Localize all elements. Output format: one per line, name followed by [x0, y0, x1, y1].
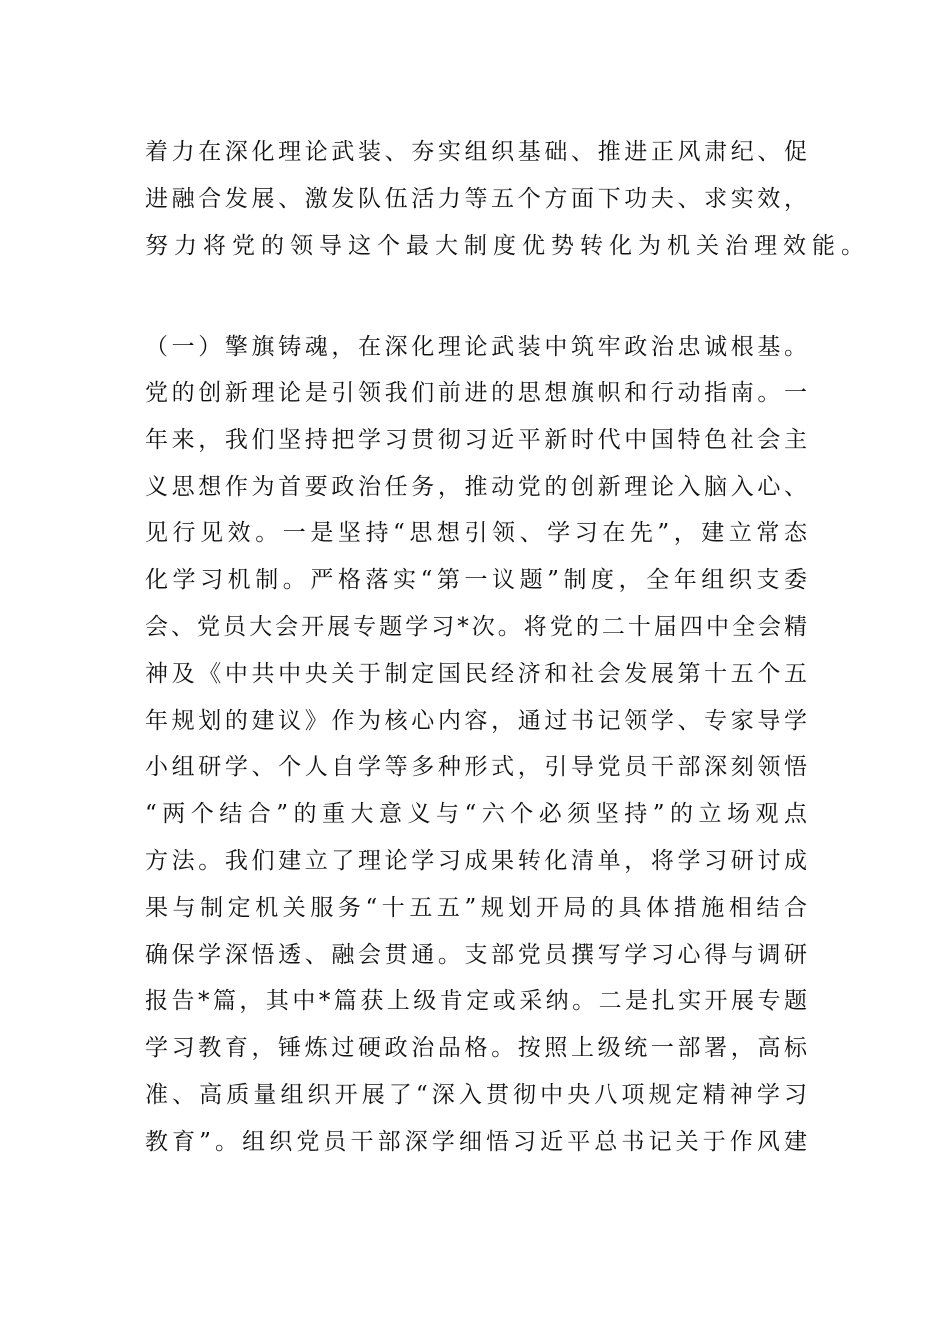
text-line: 年规划的建议》作为核心内容，通过书记领学、专家导学: [145, 707, 807, 734]
text-line: 进融合发展、激发队伍活力等五个方面下功夫、求实效，: [145, 186, 807, 212]
text-line: 见行见效。一是坚持“思想引领、学习在先”，建立常态: [145, 520, 807, 547]
text-line: 会、党员大会开展专题学习*次。将党的二十届四中全会精: [145, 614, 807, 640]
text-line: 学习教育，锤炼过硬政治品格。按照上级统一部署，高标: [145, 1035, 807, 1062]
text-line: 准、高质量组织开展了“深入贯彻中央八项规定精神学习: [145, 1082, 807, 1108]
text-line: 报告*篇，其中*篇获上级肯定或采纳。二是扎实开展专题: [145, 988, 807, 1015]
text-line: 方法。我们建立了理论学习成果转化清单，将学习研讨成: [145, 848, 807, 874]
text-line: 确保学深悟透、融会贯通。支部党员撰写学习心得与调研: [145, 941, 807, 968]
text-line: 年来，我们坚持把学习贯彻习近平新时代中国特色社会主: [145, 426, 807, 453]
section-heading: （一）擎旗铸魂，在深化理论武装中筑牢政治忠诚根基。: [145, 334, 807, 360]
text-line: 教育”。组织党员干部深学细悟习近平总书记关于作风建: [145, 1128, 807, 1155]
text-line: 着力在深化理论武装、夯实组织基础、推进正风肃纪、促: [145, 139, 807, 165]
text-line: “两个结合”的重大意义与“六个必须坚持”的立场观点: [145, 801, 807, 828]
text-line: 义思想作为首要政治任务，推动党的创新理论入脑入心、: [145, 473, 807, 500]
text-line: 小组研学、个人自学等多种形式，引导党员干部深刻领悟: [145, 754, 807, 781]
text-line: 果与制定机关服务“十五五”规划开局的具体措施相结合: [145, 894, 807, 921]
text-line: 党的创新理论是引领我们前进的思想旗帜和行动指南。一: [145, 380, 807, 406]
text-line: 化学习机制。严格落实“第一议题”制度，全年组织支委: [145, 567, 807, 594]
text-line: 神及《中共中央关于制定国民经济和社会发展第十五个五: [145, 660, 807, 687]
text-line: 努力将党的领导这个最大制度优势转化为机关治理效能。: [145, 233, 870, 259]
